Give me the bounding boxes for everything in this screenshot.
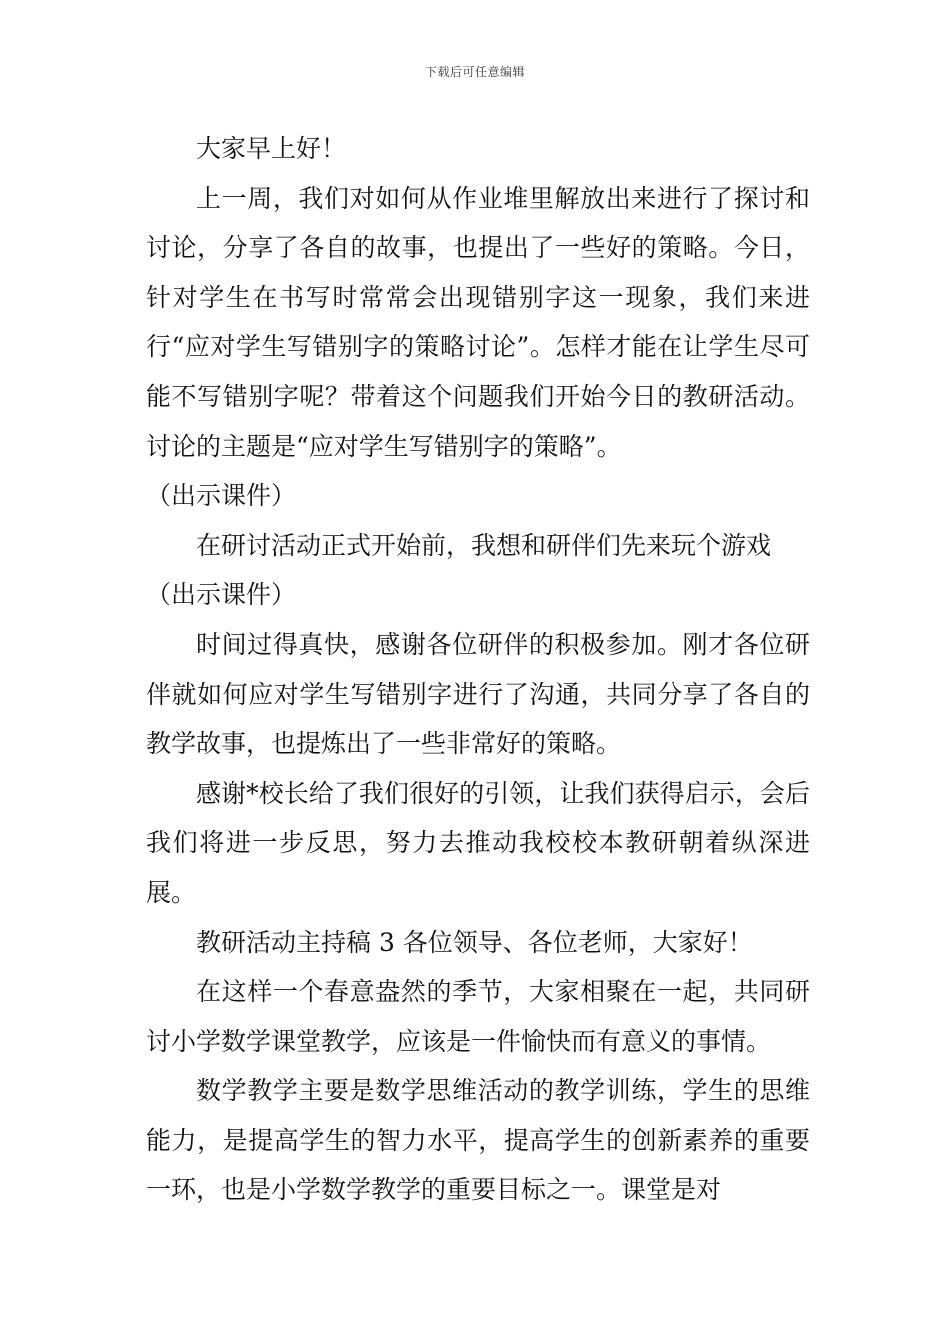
paragraph-script-3-heading: 教研活动主持稿 3 各位领导、各位老师，大家好！: [196, 927, 753, 957]
page-header: 下载后可任意编辑: [424, 65, 525, 79]
paragraph-math-teaching: 数学教学主要是数学思维活动的教学训练，学生的思维能力，是提高学生的智力水平，提高学生的创新素养的重要一环，也是小学数学教学的重要目标之一。课堂是对: [146, 1076, 810, 1205]
paragraph-greeting: 大家早上好！: [196, 134, 347, 163]
paragraph-intro: 上一周，我们对如何从作业堆里解放出来进行了探讨和讨论，分享了各自的故事，也提出了一些好的策略。今日，针对学生在书写时常常会出现错别字这一现象，我们来进行“应对学生写错别字的策略讨论”。怎样才能在让学生尽可能不写错别字呢？带着这个问题我们开始今日的教研活动。讨论的主题是“应对学生写错别字的策略”。: [146, 183, 810, 461]
document-body: [146, 124, 810, 1215]
paragraph-thanks-principal: 感谢*校长给了我们很好的引领，让我们获得启示，会后我们将进一步反思，努力去推动我校校本教研朝着纵深进展。: [146, 778, 810, 907]
paragraph-show-slides-1: （出示课件）: [146, 481, 297, 511]
paragraph-spring-gathering: 在这样一个春意盎然的季节，大家相聚在一起，共同研讨小学数学课堂教学，应该是一件愉快而有意义的事情。: [146, 977, 810, 1056]
paragraph-game: 在研讨活动正式开始前，我想和研伴们先来玩个游戏: [196, 530, 772, 560]
paragraph-show-slides-2: （出示课件）: [146, 580, 297, 610]
paragraph-thanks-participants: 时间过得真快，感谢各位研伴的积极参加。刚才各位研伴就如何应对学生写错别字进行了沟通，共同分享了各自的教学故事，也提炼出了一些非常好的策略。: [146, 629, 810, 759]
